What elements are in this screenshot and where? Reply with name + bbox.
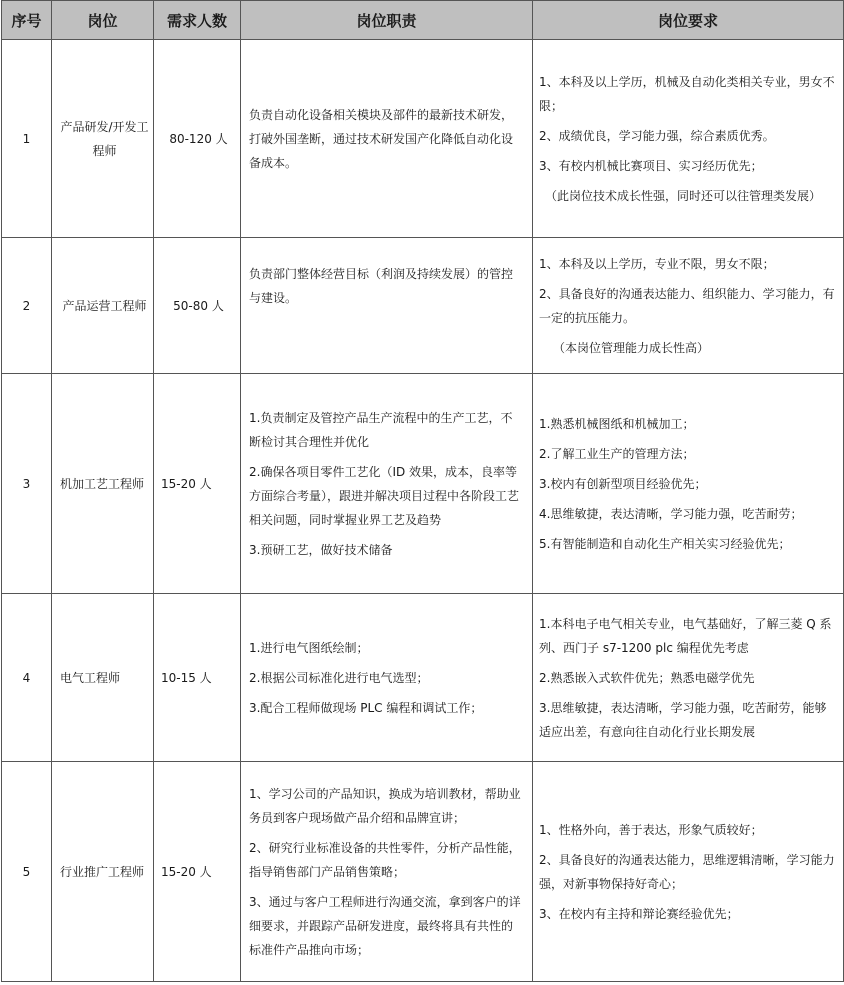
position-requirements bbox=[533, 762, 844, 982]
table-header-row bbox=[2, 1, 844, 40]
position-requirements bbox=[533, 238, 844, 374]
duty-item: 2.根据公司标准化进行电气选型； bbox=[249, 670, 429, 685]
requirement-item: 2.了解工业生产的管理方法； bbox=[539, 446, 695, 461]
requirement-item: 1、本科及以上学历，专业不限，男女不限； bbox=[539, 256, 775, 271]
job-positions-table bbox=[1, 0, 844, 982]
headcount: 15-20 人 bbox=[154, 762, 241, 982]
table-row bbox=[2, 374, 844, 594]
requirement-note: （本岗位管理能力成长性高） bbox=[553, 340, 710, 355]
position-title: 产品运营工程师 bbox=[52, 238, 154, 374]
header-requirements: 岗位要求 bbox=[533, 1, 844, 40]
position-title: 产品研发/开发工程师 bbox=[52, 40, 154, 238]
position-title: 机加工艺工程师 bbox=[52, 374, 154, 594]
duty-item: 1.进行电气图纸绘制； bbox=[249, 640, 369, 655]
requirement-item: 1、性格外向，善于表达，形象气质较好； bbox=[539, 822, 763, 837]
position-title: 电气工程师 bbox=[52, 594, 154, 762]
table-row bbox=[2, 238, 844, 374]
requirement-item: 3.思维敏捷，表达清晰，学习能力强，吃苦耐劳，能够适应出差，有意向往自动化行业长期发展 bbox=[539, 700, 827, 739]
header-position: 岗位 bbox=[52, 1, 154, 40]
requirement-note: （此岗位技术成长性强，同时还可以往管理类发展） bbox=[545, 188, 822, 203]
position-duties bbox=[241, 594, 533, 762]
requirement-item: 1、本科及以上学历，机械及自动化类相关专业，男女不限； bbox=[539, 74, 835, 113]
position-duties bbox=[241, 762, 533, 982]
duty-item: 1.负责制定及管控产品生产流程中的生产工艺，不断检讨其合理性并优化 bbox=[249, 410, 513, 449]
requirement-item: 5.有智能制造和自动化生产相关实习经验优先； bbox=[539, 536, 791, 551]
position-duties bbox=[241, 40, 533, 238]
headcount: 15-20 人 bbox=[154, 374, 241, 594]
headcount: 10-15 人 bbox=[154, 594, 241, 762]
header-duties: 岗位职责 bbox=[241, 1, 533, 40]
headcount: 80-120 人 bbox=[154, 40, 241, 238]
row-index: 5 bbox=[2, 762, 52, 982]
table-row bbox=[2, 762, 844, 982]
row-index: 2 bbox=[2, 238, 52, 374]
requirement-item: 4.思维敏捷，表达清晰，学习能力强，吃苦耐劳； bbox=[539, 506, 803, 521]
position-duties bbox=[241, 238, 533, 374]
headcount: 50-80 人 bbox=[154, 238, 241, 374]
position-title: 行业推广工程师 bbox=[52, 762, 154, 982]
requirement-item: 2、具备良好的沟通表达能力、组织能力、学习能力，有一定的抗压能力。 bbox=[539, 286, 835, 325]
requirement-item: 2、具备良好的沟通表达能力，思维逻辑清晰，学习能力强，对新事物保持好奇心； bbox=[539, 852, 835, 891]
duty-item: 1、学习公司的产品知识，换成为培训教材，帮助业务员到客户现场做产品介绍和品牌宣讲； bbox=[249, 786, 521, 825]
requirement-item: 2.熟悉嵌入式软件优先；熟悉电磁学优先 bbox=[539, 670, 755, 685]
requirement-item: 3、在校内有主持和辩论赛经验优先； bbox=[539, 906, 739, 921]
position-requirements bbox=[533, 40, 844, 238]
duty-item: 3.配合工程师做现场 PLC 编程和调试工作； bbox=[249, 700, 483, 715]
row-index: 4 bbox=[2, 594, 52, 762]
duty-item: 2、研究行业标准设备的共性零件，分析产品性能，指导销售部门产品销售策略； bbox=[249, 840, 521, 879]
duty-item: 2.确保各项目零件工艺化（ID 效果，成本，良率等方面综合考量），跟进并解决项目过程中各阶段工艺相关问题，同时掌握业界工艺及趋势 bbox=[249, 464, 520, 527]
duty-item: 3、通过与客户工程师进行沟通交流，拿到客户的详细要求，并跟踪产品研发进度，最终将具有共性的标准件产品推向市场； bbox=[249, 894, 521, 957]
duty-item: 负责部门整体经营目标（利润及持续发展）的管控与建设。 bbox=[249, 267, 514, 305]
requirement-item: 1.熟悉机械图纸和机械加工； bbox=[539, 416, 695, 431]
position-requirements bbox=[533, 374, 844, 594]
duty-item: 3.预研工艺，做好技术储备 bbox=[249, 542, 393, 557]
requirement-item: 1.本科电子电气相关专业，电气基础好，了解三菱 Q 系列、西门子 s7-1200 plc 编程优先考虑 bbox=[539, 616, 832, 655]
requirement-item: 2、成绩优良，学习能力强，综合素质优秀。 bbox=[539, 128, 775, 143]
header-headcount: 需求人数 bbox=[154, 1, 241, 40]
duty-item: 负责自动化设备相关模块及部件的最新技术研发，打破外国垄断，通过技术研发国产化降低自动化设备成本。 bbox=[249, 107, 514, 170]
requirement-item: 3、有校内机械比赛项目、实习经历优先； bbox=[539, 158, 763, 173]
requirement-item: 3.校内有创新型项目经验优先； bbox=[539, 476, 707, 491]
header-index: 序号 bbox=[2, 1, 52, 40]
position-requirements bbox=[533, 594, 844, 762]
table-row bbox=[2, 40, 844, 238]
row-index: 3 bbox=[2, 374, 52, 594]
table-row bbox=[2, 594, 844, 762]
position-duties bbox=[241, 374, 533, 594]
row-index: 1 bbox=[2, 40, 52, 238]
